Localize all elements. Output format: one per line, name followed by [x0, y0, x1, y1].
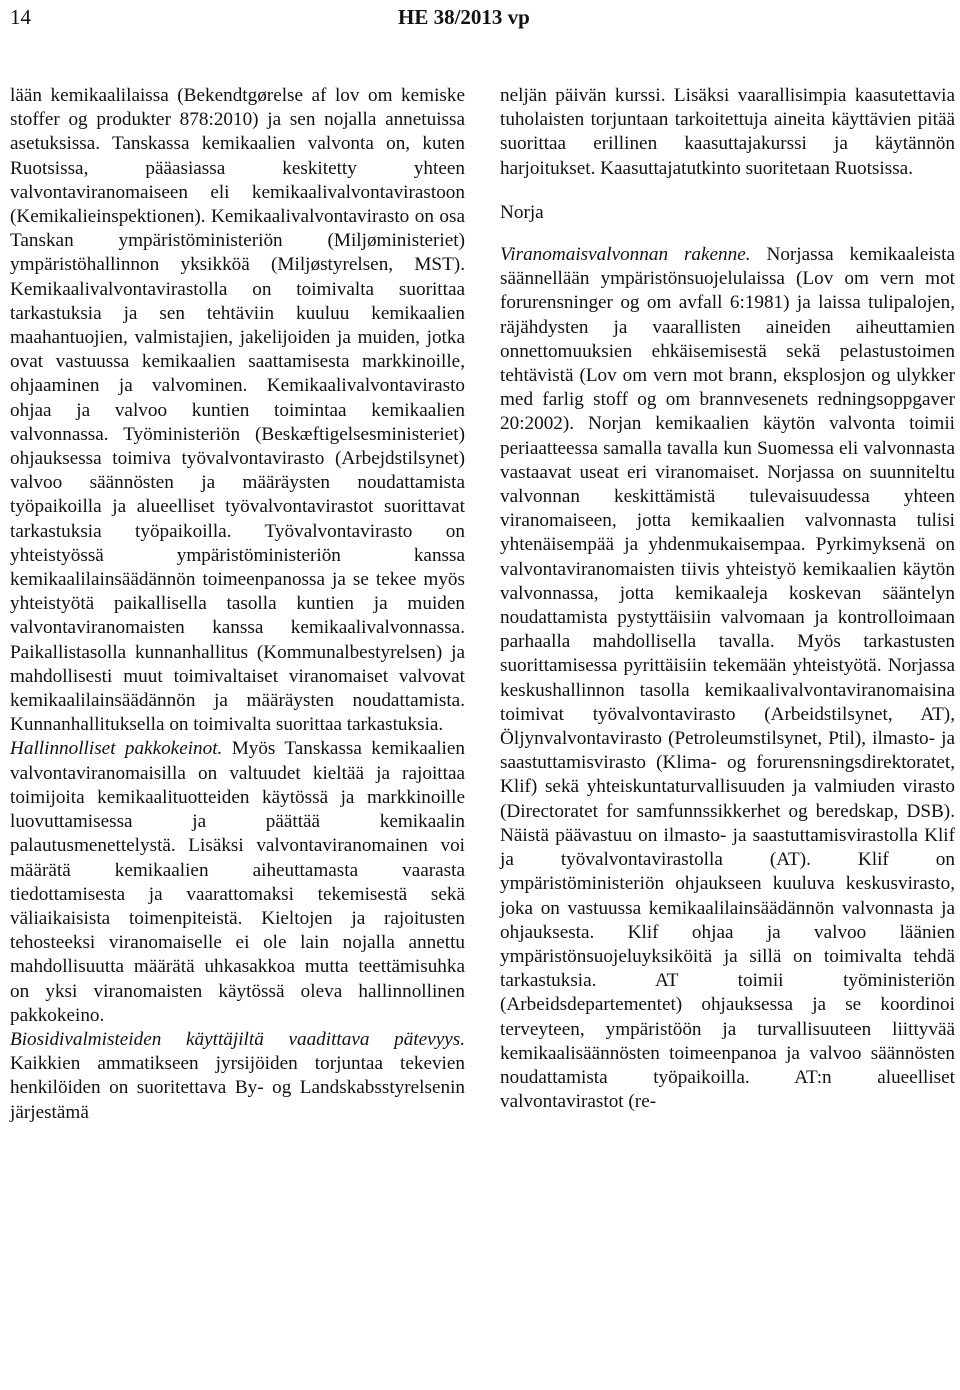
page-number: 14 [10, 5, 31, 29]
paragraph-lead-italic: Viranomaisvalvonnan rakenne. [500, 244, 751, 266]
paragraph-lead-italic: Hallinnolliset pakkokeinot. [10, 738, 223, 760]
paragraph-administrative-measures [10, 737, 465, 1027]
paragraph-biocide-competence [10, 1028, 465, 1125]
paragraph-lead-italic: Biosidivalmisteiden käyttäjiltä vaadittava pätevyys. [10, 1028, 465, 1050]
paragraph-body: Norjassa kemikaaleista säännellään ympäristönsuojelulaissa (Lov om vern mot forurensninger og om avfall 6:1981) ja laissa tulipalojen, räjähdysten ja vaarallisten aineiden aiheuttamien onnettomuuksien ehkäisemisestä sekä pelastustoimen tehtävistä (Lov om vern mot brann, eksplosjon og ulykker med farlig stoff og om brannvesenets redningsoppgaver 20:2002). Norjan kemikaalien käytön valvonta toimii periaatteessa samalla tavalla kun Suomessa eli valvonnasta vastaavat useat eri viranomaiset. Norjassa on suunniteltu valvonnan keskittämistä tulevaisuudessa yhteen viranomaiseen, jotta kemikaalien valvonnasta tulisi yhtenäisempää ja yhdenmukaisempaa. Pyrkimyksenä on valvontaviranomaisten tiivis yhteistyö kemikaalien käytön valvonnassa, jotta kemikaaleja koskevan sääntelyn noudattamista pystyttäisiin valvomaan ja kontrolloimaan parhaalla mahdollisella tavalla. Myös tarkastusten suorittamisessa pyrittäisiin tekemään yhteistyötä. Norjassa keskushallinnon tasolla kemikaalivalvontaviranomaisina toimivat työvalvontavirasto (Arbeidstilsynet, AT), Öljynvalvontavirasto (Petroleumstilsynet, Ptil), ilmasto- ja saastuttamisvirasto (Klima- og forurensningsdirektoratet, Klif) sekä yhteiskuntaturvallisuuden ja valmiuden virasto (Directoratet for samfunnssikkerhet og beredskap, DSB). Näistä päävastuu on ilmasto- ja saastuttamisvirastolla Klif ja työvalvontavirastolla (AT). Klif on ympäristöministeriön ohjaukseen kuuluva keskusvirasto, joka on vastuussa kemikaalilainsäädännön valvonnasta ja ohjauksesta. Klif ohjaa ja valvoo läänien ympäristönsuojeluyksiköitä ja sillä on toimivalta tehdä tarkastuksia. AT toimii työministeriön (Arbeidsdepartementet) ohjauksessa ja se koordinoi terveyteen, ympäristöön ja turvallisuuteen liittyvää kemikaalisäännösten toimeenpanoa ja valvoo säännösten noudattamista työpaikoilla. AT:n alueelliset valvontavirastot (re- [500, 244, 955, 1113]
paragraph-denmark-supervision: lään kemikaalilaissa (Bekendtgørelse af lov om kemiske stoffer og produkter 878:2010) ja sen nojalla annetuissa asetuksissa. Tanskassa kemikaalien valvonta on, kuten Ruotsissa, pääasiassa keskitetty yhteen valvontaviranomaiseen eli kemikaalivalvontavirastoon (Kemikalieinspektionen). Kemikaalivalvontavirasto on osa Tanskan ympäristöministeriön (Miljøministeriet) ympäristöhallinnon yksikköä (Miljøstyrelsen, MST). Kemikaalivalvontavirastolla on toimivalta suorittaa tarkastuksia ja sen tehtäviin kuuluu kemikaalien maahantuojien, valmistajien, jakelijoiden ja muiden, jotka ovat vastuussa kemikaalien saattamisesta markkinoille, ohjaaminen ja valvominen. Kemikaalivalvontavirasto ohjaa ja valvoo kuntien toimintaa kemikaalien valvonnassa. Työministeriön (Beskæftigelsesministeriet) ohjauksessa toimiva työvalvontavirasto (Arbejdstilsynet) valvoo säännösten ja määräysten noudattamista työpaikoilla ja alueelliset työvalvontavirastot suorittavat tarkastuksia työpaikoilla. Työvalvontavirasto on yhteistyössä ympäristöministeriön kanssa kemikaalilainsäädännön toimeenpanossa ja se tekee myös yhteistyötä paikallisella tasolla kuntien ja muiden valvontaviranomaisten kanssa kemikaalivalvonnassa. Paikallistasolla kunnanhallitus (Kommunalbestyrelsen) ja mahdollisesti muut toimivaltaiset viranomaiset valvovat kemikaalilainsäädännön ja määräysten noudattamista. Kunnanhallituksella on toimivalta suorittaa tarkastuksia. [10, 85, 465, 736]
paragraph-body: Kaikkien ammatikseen jyrsijöiden torjuntaa tekevien henkilöiden on suoritettava By- og Landskabsstyrelsenin järjestämä [10, 1053, 465, 1123]
left-column [10, 84, 465, 1125]
paragraph-course-continuation: neljän päivän kurssi. Lisäksi vaarallisimpia kaasutettavia tuholaisten torjuntaan tarkoitettuja aineita käyttävien pitää suorittaa erillinen kaasuttajakurssi ja käytännön harjoitukset. Kaasuttajatutkinto suoritetaan Ruotsissa. [500, 85, 955, 179]
right-column [500, 84, 955, 1114]
page-header [0, 0, 960, 36]
paragraph-norway-structure [500, 243, 955, 1114]
document-id: HE 38/2013 vp [398, 5, 530, 29]
paragraph-body: Myös Tanskassa kemikaalien valvontaviranomaisilla on valtuudet kieltää ja rajoittaa toimijoita kemikaalituotteiden käytössä ja markkinoille luovuttamisessa ja päättää kemikaalin palautusmenettelystä. Lisäksi valvontaviranomainen voi määrätä kemikaalien aiheuttamasta vaarasta tiedottamisesta ja vaarattomaksi tekemisestä sekä väliaikaisista toimenpiteistä. Kieltojen ja rajoitusten tehosteeksi viranomaiselle ei ole lain nojalla annettu mahdollisuutta määrätä uhkasakkoa mutta teettämisuhka on yksi viranomaisten käytössä oleva hallinnollinen pakkokeino. [10, 738, 465, 1026]
section-heading-norway: Norja [500, 201, 544, 223]
